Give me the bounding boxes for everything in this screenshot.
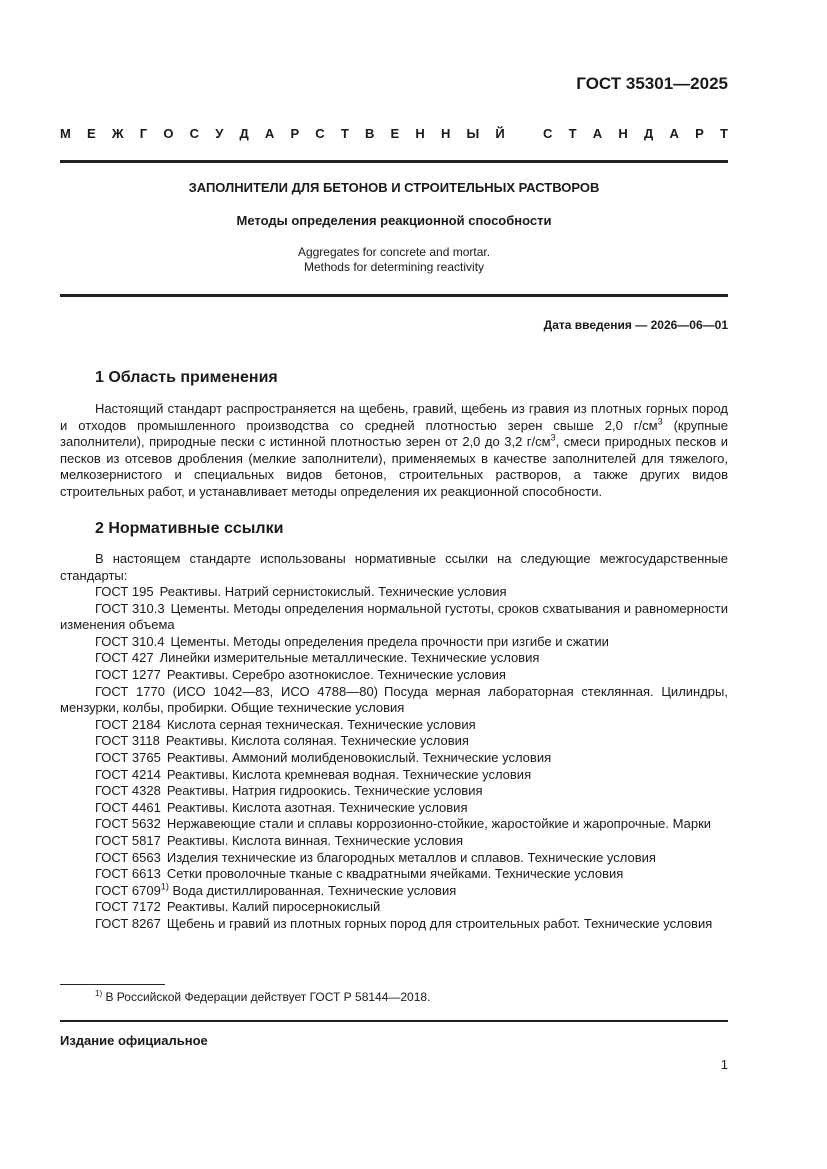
reference-title: Цементы. Методы определения нормальной густоты, сроков схватывания и равномерности изменения объема — [60, 600, 728, 633]
reference-item — [60, 750, 728, 767]
reference-code: ГОСТ 4461 — [95, 799, 161, 815]
reference-item — [60, 584, 728, 601]
reference-code: ГОСТ 310.4 — [95, 633, 165, 649]
reference-item — [60, 667, 728, 684]
reference-item — [60, 899, 728, 916]
reference-item — [60, 783, 728, 800]
reference-title: Реактивы. Кислота азотная. Технические условия — [166, 799, 468, 815]
standard-type-word1: М Е Ж Г О С У Д А Р С Т В Е Н Н Ы Й — [60, 126, 505, 141]
reference-item — [60, 650, 728, 667]
reference-title: Сетки проволочные тканые с квадратными ячейками. Технические условия — [166, 866, 624, 882]
reference-code: ГОСТ 3765 — [95, 749, 161, 765]
standard-type-word2: С Т А Н Д А Р Т — [543, 126, 728, 141]
document-subtitle: Методы определения реакционной способности — [236, 213, 552, 228]
footer-rule — [60, 1020, 728, 1022]
reference-code: ГОСТ 310.3 — [95, 600, 165, 616]
reference-code: ГОСТ 4214 — [95, 766, 161, 782]
footnote-rule — [60, 984, 165, 985]
reference-code: ГОСТ 3118 — [95, 733, 160, 749]
english-title — [60, 245, 728, 275]
reference-title: Реактивы. Кислота кремневая водная. Технические условия — [166, 766, 532, 782]
reference-item — [60, 866, 728, 883]
page-number: 1 — [720, 1057, 728, 1072]
reference-code: ГОСТ 427 — [95, 650, 154, 666]
reference-item — [60, 816, 728, 833]
reference-code: ГОСТ 5632 — [95, 816, 161, 832]
reference-code: ГОСТ 7172 — [95, 899, 161, 915]
reference-item — [60, 833, 728, 850]
references-list — [0, 584, 827, 932]
reference-code: ГОСТ 6563 — [95, 849, 161, 865]
reference-title: Линейки измерительные металлические. Технические условия — [159, 650, 540, 666]
reference-title: Кислота серная техническая. Технические условия — [166, 716, 476, 732]
reference-item — [60, 850, 728, 867]
document-title: ЗАПОЛНИТЕЛИ ДЛЯ БЕТОНОВ И СТРОИТЕЛЬНЫХ РАСТВОРОВ — [188, 180, 600, 195]
english-title-line2: Methods for determining reactivity — [303, 260, 485, 274]
reference-item — [60, 684, 728, 717]
reference-code: ГОСТ 6613 — [95, 866, 161, 882]
reference-title: Реактивы. Натрия гидроокись. Технические условия — [166, 783, 483, 799]
reference-item — [60, 883, 728, 900]
header-rule — [60, 160, 728, 163]
standard-type-heading — [60, 126, 728, 141]
reference-item — [60, 634, 728, 651]
reference-item — [60, 717, 728, 734]
reference-title: Цементы. Методы определения предела прочности при изгибе и сжатии — [170, 633, 609, 649]
section-1-title: 1 Область применения — [95, 369, 278, 386]
reference-title: Реактивы. Калий пиросернокислый — [166, 899, 381, 915]
reference-title: Щебень и гравий из плотных горных пород для строительных работ. Технические условия — [166, 915, 713, 931]
footnote-marker: 1) — [95, 989, 103, 998]
reference-item — [60, 767, 728, 784]
reference-code: ГОСТ 5817 — [95, 832, 161, 848]
reference-item — [60, 916, 728, 933]
reference-code: ГОСТ 8267 — [95, 915, 161, 931]
section-1-paragraph: Настоящий стандарт распространяется на щебень, гравий, щебень из гравия из плотных горных пород и отходов промышленного производства со средней плотностью зерен свыше 2,0 $г/см^3$ (крупные заполнители), природные пески с истинной плотностью зерен от 2,0 до 3,2 $г/см^3$, смеси природных песков и песков из отсевов дробления (мелкие заполнители), применяемых в качестве заполнителей для тяжелого, мелкозернистого и специальных видов бетонов, строительных растворов, а также других видов строительных работ, и устанавливает методы определения их реакционной способности. — [60, 401, 728, 499]
reference-code: ГОСТ 1770 (ИСО 1042—83, ИСО 4788—80) — [95, 683, 378, 699]
reference-title: Реактивы. Кислота винная. Технические условия — [166, 832, 464, 848]
reference-title: Посуда мерная лабораторная стеклянная. Цилиндры, мензурки, колбы, пробирки. Общие технические условия — [60, 683, 728, 716]
introduction-date: Дата введения — 2026—06—01 — [543, 318, 728, 332]
reference-title: Реактивы. Натрий сернистокислый. Технические условия — [159, 584, 507, 599]
section-2-title: 2 Нормативные ссылки — [95, 520, 284, 537]
reference-title: Изделия технические из благородных металлов и сплавов. Технические условия — [166, 849, 656, 865]
reference-code: ГОСТ 2184 — [95, 716, 161, 732]
reference-title: Вода дистиллированная. Технические условия — [172, 882, 457, 898]
official-edition-label: Издание официальное — [60, 1033, 208, 1048]
reference-title: Реактивы. Кислота соляная. Технические условия — [165, 733, 469, 749]
reference-code: ГОСТ 195 — [95, 584, 154, 599]
reference-item — [60, 800, 728, 817]
document-number: ГОСТ 35301—2025 — [576, 74, 728, 93]
reference-code: ГОСТ 1277 — [95, 666, 161, 682]
section-2-intro: В настоящем стандарте использованы нормативные ссылки на следующие межгосударственные стандарты: — [60, 551, 728, 583]
reference-title: Реактивы. Аммоний молибденовокислый. Технические условия — [166, 749, 552, 765]
footnote-text: В Российской Федерации действует ГОСТ Р 58144—2018. — [105, 990, 431, 1004]
reference-title: Нержавеющие стали и сплавы коррозионно-стойкие, жаростойкие и жаропрочные. Марки — [166, 816, 712, 832]
reference-item — [60, 601, 728, 634]
footnote-reference: 1) — [160, 881, 169, 892]
reference-code: ГОСТ 6709 — [95, 882, 161, 898]
english-title-line1: Aggregates for concrete and mortar. — [297, 245, 491, 259]
reference-title: Реактивы. Серебро азотнокислое. Технические условия — [166, 666, 506, 682]
footnote — [95, 990, 430, 1004]
reference-item — [60, 733, 728, 750]
title-rule — [60, 294, 728, 297]
reference-code: ГОСТ 4328 — [95, 783, 161, 799]
